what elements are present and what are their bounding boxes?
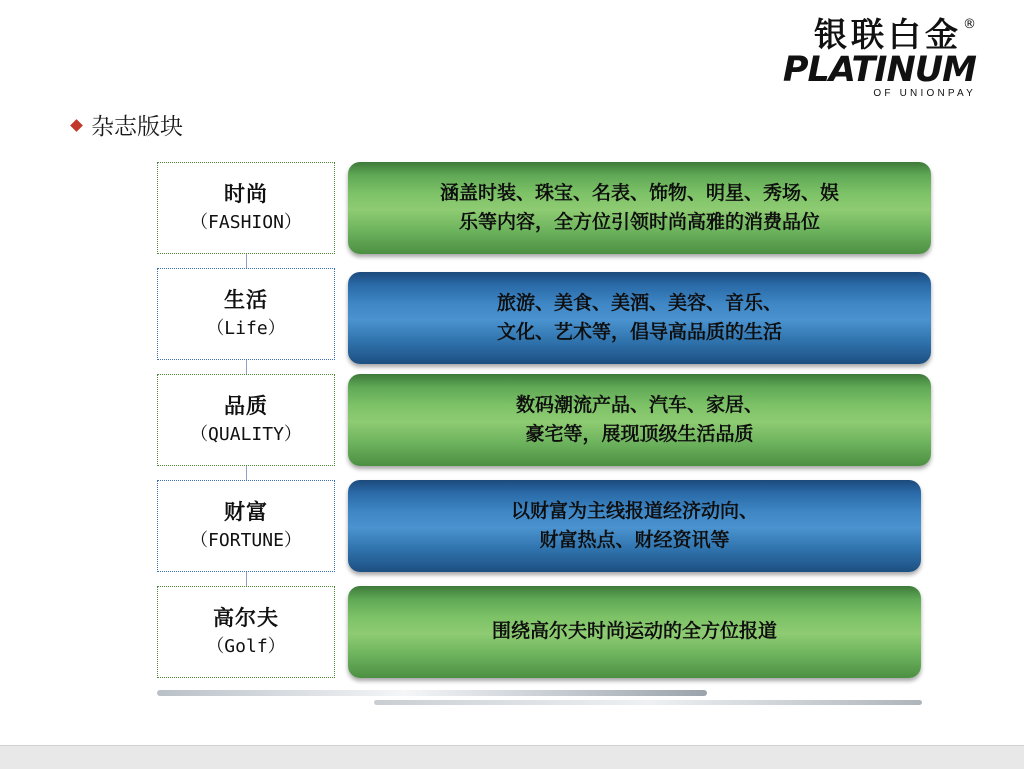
logo-chinese-label: 银联白金: [814, 15, 962, 54]
description-line: 围绕高尔夫时尚运动的全方位报道: [491, 620, 777, 643]
section-label-fashion[interactable]: [157, 162, 335, 254]
description-line: 文化、艺术等，倡导高品质的生活: [496, 321, 782, 343]
section-label-fortune[interactable]: [157, 480, 335, 572]
bottom-status-bar: [0, 745, 1024, 769]
section-description-fortune[interactable]: [348, 480, 921, 572]
registered-trademark-icon: ®: [963, 17, 976, 32]
section-label-life[interactable]: [157, 268, 335, 360]
connector-line: [246, 254, 247, 268]
section-label-cn: 生活: [224, 288, 268, 313]
page-title: [72, 108, 183, 141]
connector-line: [246, 360, 247, 374]
section-description-quality[interactable]: [348, 374, 931, 466]
unionpay-platinum-logo: [766, 15, 976, 99]
description-line: 以财富为主线报道经济动向、: [510, 499, 758, 522]
section-label-en: （Life）: [206, 317, 286, 339]
section-label-cn: 高尔夫: [213, 606, 279, 631]
section-description-life[interactable]: [348, 272, 931, 364]
decorative-line-bottom: [374, 700, 922, 705]
description-line: 豪宅等，展现顶级生活品质: [525, 423, 754, 445]
description-line: 乐等内容，全方位引领时尚高雅的消费品位: [458, 211, 820, 233]
diamond-bullet-icon: [70, 119, 83, 132]
section-row-life: [0, 268, 1024, 374]
logo-english-label: PLATINUM: [782, 50, 976, 90]
section-description-golf[interactable]: [348, 586, 921, 678]
page-title-label: 杂志版块: [91, 114, 183, 140]
section-label-en: （Golf）: [206, 635, 286, 657]
section-description-fashion[interactable]: [348, 162, 931, 254]
section-row-fashion: [0, 162, 1024, 268]
section-row-fortune: [0, 480, 1024, 586]
logo-chinese-text: [766, 15, 976, 54]
section-label-en: （FORTUNE）: [190, 529, 302, 551]
connector-line: [246, 572, 247, 586]
magazine-sections-list: [0, 162, 1024, 692]
section-label-en: （FASHION）: [190, 211, 302, 233]
decorative-line-top: [157, 690, 707, 696]
section-row-quality: [0, 374, 1024, 480]
section-label-cn: 时尚: [224, 182, 268, 207]
section-row-golf: [0, 586, 1024, 692]
section-label-cn: 财富: [224, 500, 268, 525]
description-line: 数码潮流产品、汽车、家居、: [515, 393, 763, 416]
description-line: 涵盖时装、珠宝、名表、饰物、明星、秀场、娱: [439, 181, 839, 204]
section-label-golf[interactable]: [157, 586, 335, 678]
connector-line: [246, 466, 247, 480]
description-line: 旅游、美食、美酒、美容、音乐、: [496, 291, 782, 314]
logo-subtitle-label: OF UNIONPAY: [873, 88, 976, 99]
section-label-cn: 品质: [224, 394, 268, 419]
description-line: 财富热点、财经资讯等: [539, 529, 730, 551]
section-label-en: （QUALITY）: [190, 423, 302, 445]
section-label-quality[interactable]: [157, 374, 335, 466]
